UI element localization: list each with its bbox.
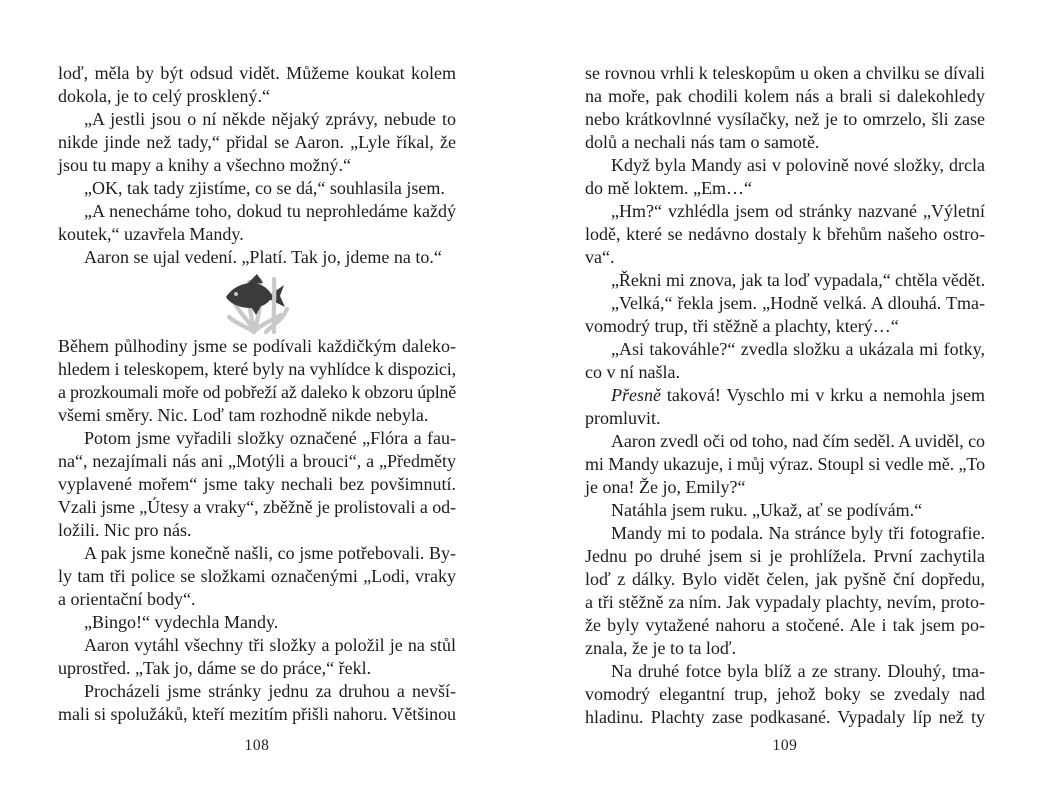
text-line: dolů a nechali nás tam o samotě. — [585, 132, 820, 152]
text-line: „A jestli jsou o ní někde nějaký zprávy, nebude to — [84, 109, 456, 129]
text-line: do mě loktem. „Em…“ — [585, 178, 752, 198]
text-line: lodě, které se nedávno dostaly k břehům našeho ostro- — [585, 224, 985, 244]
text-line: Během půlhodiny jsme se podívali každičkým daleko- — [58, 336, 456, 356]
text-line: a prozkoumali moře od pobřeží až daleko k obzoru úplně — [58, 382, 457, 402]
page-left-text-block-2 — [58, 335, 456, 726]
text-line: Vzali jsme „Útesy a vraky“, zběžně je prolistovali a od- — [58, 497, 456, 517]
text-line: vyplavené mořem“ jsme taky nechali bez povšimnutí. — [58, 474, 456, 494]
text-line: ložili. Nic pro nás. — [58, 520, 192, 540]
text-line: uprostřed. „Tak jo, dáme se do práce,“ řekl. — [58, 658, 372, 678]
text-line: mali si spolužáků, kteří mezitím přišli nahoru. Většinou — [58, 704, 456, 724]
text-line: „Velká,“ řekla jsem. „Hodně velká. A dlouhá. Tma- — [611, 293, 986, 313]
text-line: dokola, je to celý prosklený.“ — [58, 86, 270, 106]
text-line: Mandy mi to podala. Na stránce byly tři fotografie. — [611, 523, 985, 543]
text-line: hledem i teleskopem, které byly na vyhlídce k dispozici, — [58, 359, 456, 379]
text-line: „Asi takováhle?“ zvedla složku a ukázala mi fotky, — [611, 339, 985, 359]
text-line: hladinu. Plachty zase podkasané. Vypadaly líp než ty — [585, 707, 985, 727]
text-line: jsou tu mapy a knihy a všechno možný.“ — [58, 155, 351, 175]
text-line: Natáhla jsem ruku. „Ukaž, ať se podívám.“ — [611, 500, 923, 520]
text-line: Na druhé fotce byla blíž a ze strany. Dlouhý, tma- — [611, 661, 985, 681]
fish-eye — [234, 292, 238, 296]
page-right-text — [585, 62, 985, 729]
page-left-text — [58, 62, 456, 726]
text-line: loď, měla by být odsud vidět. Můžeme koukat kolem — [58, 63, 456, 83]
section-break-ornament — [58, 271, 456, 335]
text-line: ly tam tři police se složkami označenými „Lodi, vraky — [58, 566, 456, 586]
text-line: mi Mandy ukazuje, i můj výraz. Stoupl si vedle mě. „To — [585, 454, 985, 474]
text-line: Přesně taková! Vyschlo mi v krku a nemohla jsem — [611, 385, 986, 405]
text-line: nebo krátkovlnné vysílačky, než je to omrzelo, šli zase — [585, 109, 985, 129]
text-line: nikde jinde než tady,“ přidal se Aaron. „Lyle říkal, že — [58, 132, 456, 152]
text-line: Potom jsme vyřadili složky označené „Flóra a fau- — [84, 428, 456, 448]
text-line: „Řekni mi znova, jak ta loď vypadala,“ chtěla vědět. — [611, 270, 985, 290]
italic-text: Přesně — [611, 385, 661, 405]
text-line: se rovnou vrhli k teleskopům u oken a chvilku se dívali — [585, 63, 985, 83]
text-line: všemi směry. Nic. Loď tam rozhodně nikde nebyla. — [58, 405, 429, 425]
page-number-right: 109 — [772, 737, 798, 754]
text-line: že byly vytažené nahoru a stočené. Ale i tak jsem po- — [585, 615, 985, 635]
text-line: Aaron se ujal vedení. „Platí. Tak jo, jdeme na to.“ — [84, 247, 442, 267]
fish-among-coral-illustration — [214, 271, 300, 335]
text-line: Aaron vytáhl všechny tři složky a položil je na stůl — [84, 635, 456, 655]
text-line: „Hm?“ vzhlédla jsem od stránky nazvané „Výletní — [611, 201, 985, 221]
text-line: Jednu po druhé jsem si je prohlížela. První zachytila — [585, 546, 985, 566]
text-line: „A nenecháme toho, dokud tu neprohledáme každý — [84, 201, 456, 221]
text-line: Procházeli jsme stránky jednu za druhou a nevší- — [84, 681, 456, 701]
text-line: koutek,“ uzavřela Mandy. — [58, 224, 244, 244]
text-line: „OK, tak tady zjistíme, co se dá,“ souhlasila jsem. — [84, 178, 445, 198]
text-line: co v ní našla. — [585, 362, 680, 382]
text-line: loď z dálky. Bylo vidět čelen, jak pyšně ční dopředu, — [585, 569, 986, 589]
text-line: „Bingo!“ vydechla Mandy. — [84, 612, 279, 632]
text-line: a orientační body“. — [58, 589, 196, 609]
page-left-text-block-1 — [58, 62, 456, 269]
text-line: na“, nezajímali nás ani „Motýli a brouci“, a „Předměty — [58, 451, 456, 471]
text-line: A pak jsme konečně našli, co jsme potřebovali. By- — [84, 543, 456, 563]
text-line: promluvit. — [585, 408, 661, 428]
text-line: je ona! Že jo, Emily?“ — [585, 477, 746, 497]
text-line: na moře, pak chodili kolem nás a brali si dalekohledy — [585, 86, 986, 106]
text-line: a tři stěžně za ním. Jak vypadaly plachty, nevím, proto- — [585, 592, 985, 612]
text-line: Když byla Mandy asi v polovině nové složky, drcla — [611, 155, 985, 175]
text-line: vomodrý elegantní trup, jehož boky se zvedaly nad — [585, 684, 985, 704]
text-line: znala, že je to ta loď. — [585, 638, 737, 658]
text-line: Aaron zvedl oči od toho, nad čím seděl. A uviděl, co — [611, 431, 985, 451]
text-line: va“. — [585, 247, 615, 267]
page-number-left: 108 — [244, 737, 270, 754]
text-line: vomodrý trup, tři stěžně a plachty, který…“ — [585, 316, 899, 336]
